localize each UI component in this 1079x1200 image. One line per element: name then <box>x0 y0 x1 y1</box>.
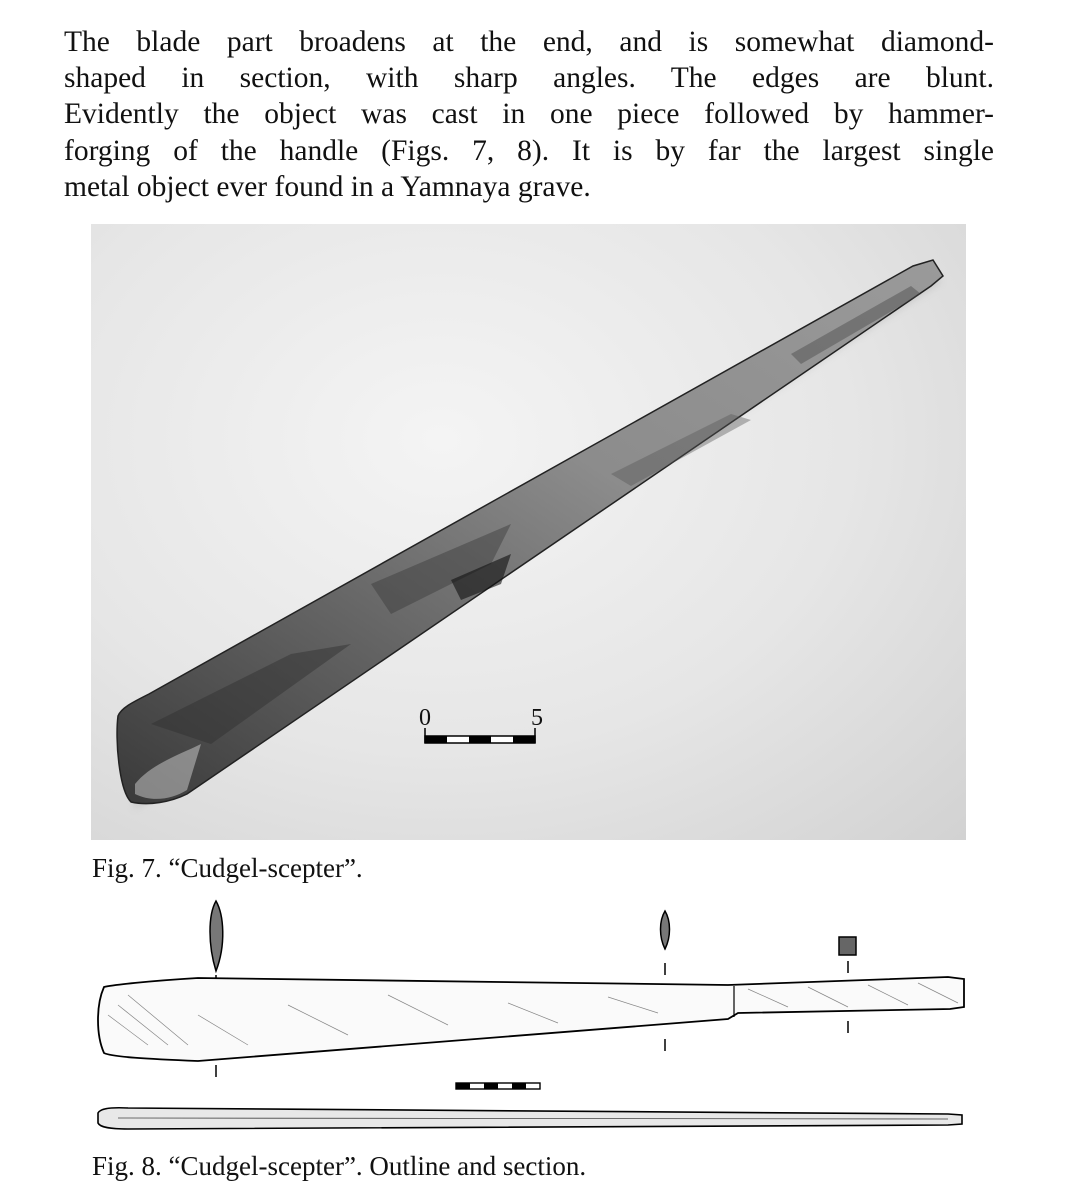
text-line: metal object ever found in a Yamnaya grave. <box>64 170 591 203</box>
scale-bar-photo <box>425 728 535 743</box>
figure-7-caption: Fig. 7. “Cudgel-scepter”. <box>92 853 363 883</box>
scale-bar-drawing <box>456 1083 540 1089</box>
text-line: shaped in section, with sharp angles. The edges are blunt. <box>64 62 994 95</box>
figure-8-caption: Fig. 8. “Cudgel-scepter”. Outline and section. <box>92 1151 587 1181</box>
body-paragraph <box>64 24 994 205</box>
scale-start-label: 0 <box>419 705 431 731</box>
figure-8-drawing <box>88 895 978 1145</box>
text-line: Evidently the object was cast in one piece followed by hammer- <box>64 98 994 131</box>
section-blade <box>210 901 223 971</box>
section-handle <box>839 937 856 955</box>
text-line: forging of the handle (Figs. 7, 8). It is by far the largest single <box>64 134 994 167</box>
section-mid <box>661 911 670 949</box>
scepter-photo-illustration <box>91 224 966 840</box>
scepter-outline-illustration <box>88 895 978 1145</box>
scale-end-label: 5 <box>531 705 543 731</box>
figure-7-photo <box>91 224 966 840</box>
text-line: The blade part broadens at the end, and is somewhat diamond- <box>64 26 994 58</box>
scepter-plan <box>98 977 964 1061</box>
